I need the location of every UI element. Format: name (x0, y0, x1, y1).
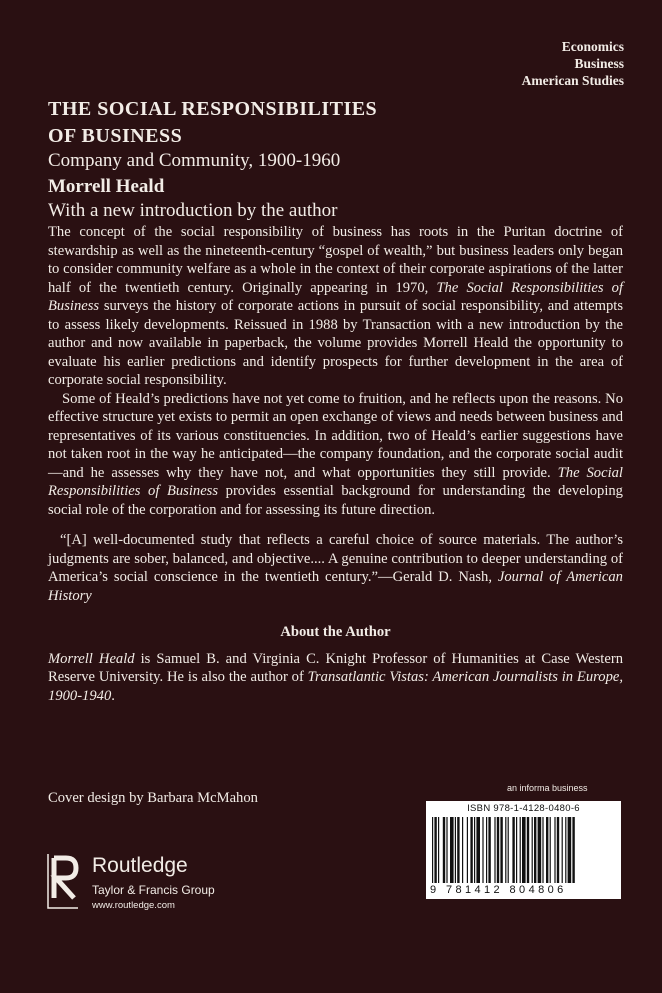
publisher-group: Taylor & Francis Group (92, 883, 215, 897)
review-quote: “[A] well-documented study that reflects a careful choice of source materials. The author’s judgments are sober, balanced, and objective.... A genuine contribution to deeper understanding of America’s social conscience in the twentieth century.”—Gerald D. Nash, Journal of American History (48, 532, 623, 604)
publisher-note: an informa business (507, 783, 588, 793)
barcode-digits: 9 781412 804806 (430, 884, 567, 896)
about-author-heading: About the Author (280, 624, 391, 640)
publisher-url: www.routledge.com (92, 900, 175, 911)
intro-note: With a new introduction by the author (48, 200, 338, 221)
book-author: Morrell Heald (48, 176, 165, 197)
paragraph-1: The concept of the social responsibility of business has roots in the Puritan doctrine of stewardship as well as the nineteenth-century “gospel of wealth,” but business leaders only began to consider community welfare as a whole in the context of their corporate aspirations of the latter half of the twentieth century. Originally appearing in 1970, The Social Responsibilities of Business surveys the history of corporate actions in pursuit of social responsibility, and attempts to assess likely developments. Reissued in 1988 by Transaction with a new introduction by the author and now available in paperback, the volume provides Morrell Heald the opportunity to evaluate his earlier predictions and identify prospects for further development in the area of corporate social responsibility. (48, 224, 624, 388)
publisher-name: Routledge (92, 854, 188, 877)
other-book-title: Transatlantic Vistas: American Journalists in Europe, 1900-1940 (48, 669, 623, 704)
quote-source: Journal of American History (48, 569, 623, 604)
blurb-text (48, 223, 623, 705)
about-author-text: Morrell Heald is Samuel B. and Virginia C. Knight Professor of Humanities at Case Western Reserve University. He is also the author of Transatlantic Vistas: American Journalists in Europe, 1900-1940. (48, 650, 623, 704)
about-author-name: Morrell Heald (48, 650, 135, 667)
subject-categories (522, 38, 624, 89)
routledge-logo-icon (44, 852, 82, 912)
category-economics: Economics (561, 39, 624, 54)
book-title-italic: The Social Responsibilities of Business (48, 279, 624, 314)
category-business: Business (574, 56, 624, 71)
isbn-barcode (426, 801, 621, 899)
paragraph-2: Some of Heald’s predictions have not yet come to fruition, and he reflects upon the reasons. No effective structure yet exists to permit an open exchange of views and needs between business and representatives of its various constituencies. In addition, two of Heald’s earlier suggestions have not taken root in the way he anticipated—the company foundation, and the corporate social audit—and he assesses why they have not, and what opportunities they still provide. The Social Responsibilities of Business provides essential background for understanding the developing social role of the corporation and for assessing its future direction. (48, 390, 623, 518)
title-line-2: OF BUSINESS (48, 125, 183, 147)
book-title-italic: The Social Responsibilities of Business (48, 464, 623, 499)
isbn-label: ISBN 978-1-4128-0480-6 (467, 803, 580, 814)
book-subtitle: Company and Community, 1900-1960 (48, 150, 341, 171)
cover-design-credit: Cover design by Barbara McMahon (48, 790, 258, 806)
category-american-studies: American Studies (521, 73, 624, 88)
title-line-1: THE SOCIAL RESPONSIBILITIES (48, 98, 378, 120)
book-title (48, 96, 377, 150)
